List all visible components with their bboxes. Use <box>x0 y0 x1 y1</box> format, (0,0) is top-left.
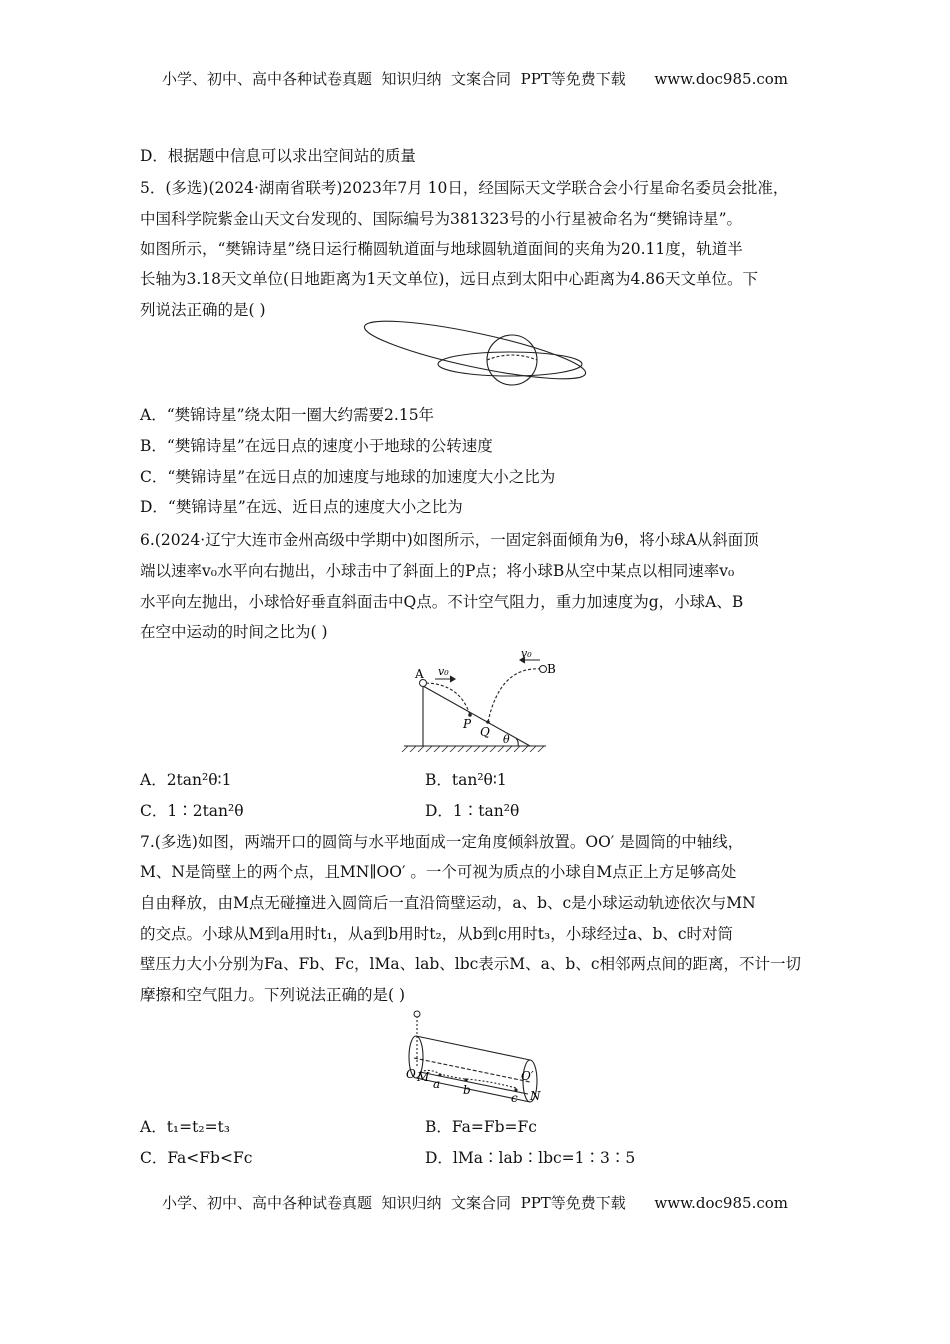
label-c: c <box>511 1091 518 1105</box>
q7-line-4: 的交点。小球从M到a用时t₁，从a到b用时t₂，从b到c用时t₃，小球经过a、b、c时对筒 <box>140 925 734 943</box>
q7-line-5: 壁压力大小分别为Fa、Fb、Fc，lMa、lab、lbc表示M、a、b、c相邻两点间的距离，不计一切 <box>140 955 802 973</box>
q7-option-d: D．lMa∶lab∶lbc=1∶3∶5 <box>425 1149 636 1167</box>
label-v0-a: v₀ <box>438 665 449 678</box>
q6-line-2: 端以速率v₀水平向右抛出，小球击中了斜面上的P点；将小球B从空中某点以相同速率v₀ <box>140 562 735 580</box>
q6-option-a: A．2tan²θ∶1 <box>140 771 232 789</box>
sun-sphere <box>487 335 537 385</box>
label-theta: θ <box>503 733 510 746</box>
label-m: M <box>417 1070 430 1084</box>
q7-cylinder-figure <box>400 1008 550 1108</box>
q7-line-2: M、N是筒壁上的两个点，且MN∥OO′ 。一个可视为质点的小球自M点正上方足够高处 <box>140 863 737 881</box>
q6-option-b: B．tan²θ∶1 <box>425 771 507 789</box>
trajectory-a <box>426 683 470 715</box>
q5-option-d: D．“樊锦诗星”在远、近日点的速度大小之比为 <box>140 498 463 516</box>
q4-option-d: D．根据题中信息可以求出空间站的质量 <box>140 147 416 165</box>
q5-line-4: 长轴为3.18天文单位(日地距离为1天文单位)，远日点到太阳中心距离为4.86天文单位。下 <box>140 270 758 288</box>
q6-line-1: 6.(2024·辽宁大连市金州高级中学期中)如图所示，一固定斜面倾角为θ，将小球A从斜面顶 <box>140 531 759 549</box>
label-a: a <box>433 1077 441 1091</box>
label-a: A <box>415 667 424 681</box>
q6-line-4: 在空中运动的时间之比为( ) <box>140 623 328 641</box>
page-footer: 小学、初中、高中各种试卷真题 知识归纳 文案合同 PPT等免费下载 www.doc985.com <box>161 1194 788 1212</box>
q6-option-d: D．1∶tan²θ <box>425 802 520 820</box>
label-b: b <box>463 1083 471 1097</box>
q5-option-c: C．“樊锦诗星”在远日点的加速度与地球的加速度大小之比为 <box>140 468 556 486</box>
q5-option-a: A．“樊锦诗星”绕太阳一圈大约需要2.15年 <box>140 406 435 424</box>
q5-option-b: B．“樊锦诗星”在远日点的速度小于地球的公转速度 <box>140 437 493 455</box>
q7-line-3: 自由释放，由M点无碰撞进入圆筒后一直沿筒壁运动，a、b、c是小球运动轨迹依次与MN <box>140 894 756 912</box>
q7-option-b: B．Fa=Fb=Fc <box>425 1118 537 1136</box>
incline-surface <box>423 686 530 746</box>
point-q <box>486 720 490 724</box>
q5-line-1: 5．(多选)(2024·湖南省联考)2023年7月 10日，经国际天文学联合会小行星命名委员会批准， <box>140 179 789 197</box>
label-o-prime: O′ <box>521 1069 534 1083</box>
ball <box>414 1011 420 1017</box>
label-v0-b: v₀ <box>521 647 532 660</box>
q7-option-a: A．t₁=t₂=t₃ <box>140 1118 230 1136</box>
q6-incline-figure <box>400 646 556 754</box>
label-b: B <box>547 662 556 676</box>
q5-line-5: 列说法正确的是( ) <box>140 301 266 319</box>
q6-line-3: 水平向左抛出，小球恰好垂直斜面击中Q点。不计空气阻力，重力加速度为g，小球A、B <box>140 593 744 611</box>
q7-option-c: C．Fa<Fb<Fc <box>140 1149 253 1167</box>
label-o: O <box>406 1067 416 1081</box>
label-p: P <box>463 717 472 731</box>
q6-option-c: C．1∶2tan²θ <box>140 802 244 820</box>
asteroid-orbit <box>361 310 589 390</box>
q7-line-1: 7.(多选)如图，两端开口的圆筒与水平地面成一定角度倾斜放置。OO′ 是圆筒的中轴线， <box>140 833 744 851</box>
q7-line-6: 摩擦和空气阻力。下列说法正确的是( ) <box>140 986 406 1004</box>
axis-oo <box>414 1058 530 1082</box>
label-n: N <box>530 1089 541 1103</box>
page-header: 小学、初中、高中各种试卷真题 知识归纳 文案合同 PPT等免费下载 www.doc985.com <box>161 70 788 88</box>
ball-b <box>540 666 547 673</box>
q5-line-3: 如图所示，“樊锦诗星”绕日运行椭圆轨道面与地球圆轨道面间的夹角为20.11度，轨道半 <box>140 240 743 258</box>
label-q: Q <box>480 725 490 739</box>
q5-orbit-figure <box>360 320 592 392</box>
trajectory-b <box>488 669 541 722</box>
q5-line-2: 中国科学院紫金山天文台发现的、国际编号为381323号的小行星被命名为“樊锦诗星”。 <box>140 210 743 228</box>
